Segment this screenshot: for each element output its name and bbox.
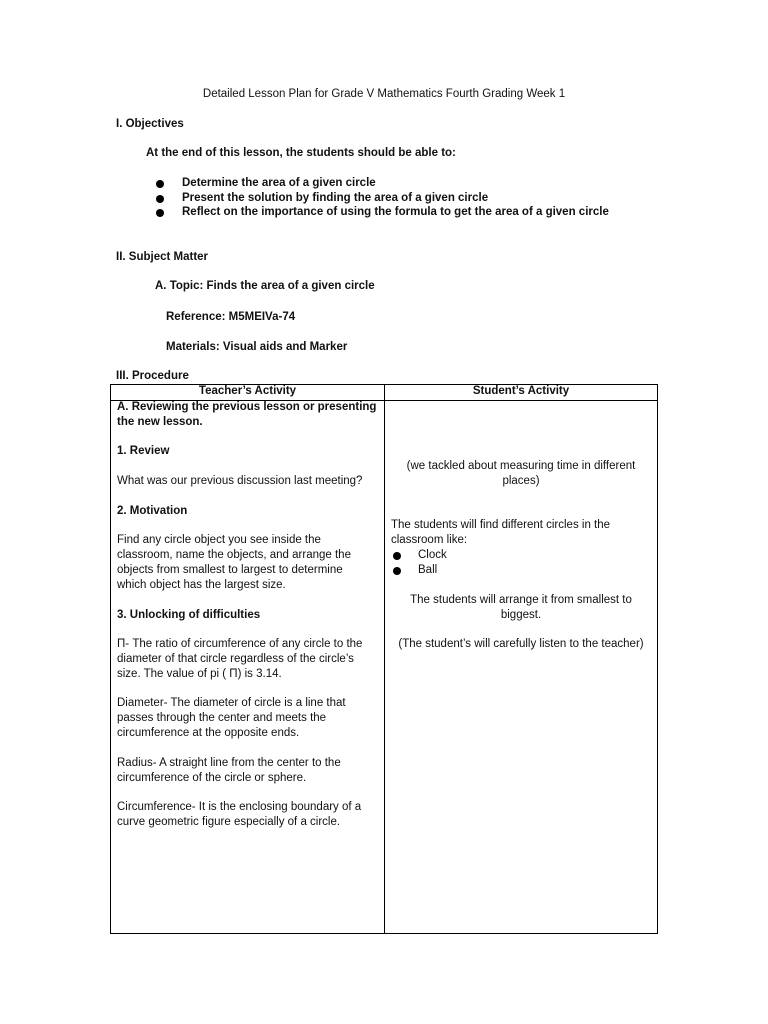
motivation-heading: 2. Motivation bbox=[117, 505, 188, 517]
section-a-heading-cont: the new lesson. bbox=[117, 416, 203, 428]
objectives-heading: I. Objectives bbox=[116, 118, 184, 130]
motivation-text: Find any circle object you see inside the bbox=[117, 534, 321, 546]
objectives-intro: At the end of this lesson, the students should be able to: bbox=[146, 147, 456, 159]
circumference-definition: curve geometric figure especially of a circle. bbox=[117, 816, 341, 828]
bullet-icon bbox=[156, 180, 164, 188]
student-answer: (we tackled about measuring time in different bbox=[406, 460, 636, 472]
review-heading: 1. Review bbox=[117, 445, 170, 457]
materials: Materials: Visual aids and Marker bbox=[166, 341, 348, 353]
student-find-text: The students will find different circles in the bbox=[391, 519, 611, 531]
student-listen-text: (The student’s will carefully listen to the teacher) bbox=[398, 638, 644, 650]
motivation-text: which object has the largest size. bbox=[117, 579, 286, 591]
procedure-table bbox=[110, 384, 658, 934]
topic: A. Topic: Finds the area of a given circle bbox=[155, 280, 375, 292]
pi-definition: diameter of that circle regardless of the circle’s bbox=[117, 653, 354, 665]
teacher-column-header: Teacher’s Activity bbox=[198, 385, 297, 397]
diameter-definition: passes through the center and meets the bbox=[117, 712, 327, 724]
student-answer: places) bbox=[502, 475, 540, 487]
motivation-text: objects from smallest to largest to determine bbox=[117, 564, 343, 576]
subject-matter-heading: II. Subject Matter bbox=[116, 251, 209, 263]
procedure-heading: III. Procedure bbox=[116, 370, 189, 382]
circumference-definition: Circumference- It is the enclosing boundary of a bbox=[117, 801, 362, 813]
circle-object-item: Clock bbox=[418, 549, 447, 561]
objective-item: Reflect on the importance of using the formula to get the area of a given circle bbox=[182, 206, 609, 218]
student-column-header: Student’s Activity bbox=[472, 385, 570, 397]
student-arrange-text: The students will arrange it from smallest to bbox=[410, 594, 632, 606]
bullet-icon bbox=[393, 552, 401, 560]
section-a-heading: A. Reviewing the previous lesson or presenting bbox=[117, 401, 377, 413]
student-find-text: classroom like: bbox=[391, 534, 468, 546]
unlocking-heading: 3. Unlocking of difficulties bbox=[117, 609, 261, 621]
reference: Reference: M5MEIVa-74 bbox=[166, 311, 296, 323]
objective-item: Present the solution by finding the area of a given circle bbox=[182, 192, 489, 204]
diameter-definition: circumference at the opposite ends. bbox=[117, 727, 300, 739]
diameter-definition: Diameter- The diameter of circle is a line that bbox=[117, 697, 346, 709]
pi-definition: Π- The ratio of circumference of any circle to the bbox=[117, 638, 363, 650]
student-arrange-text: biggest. bbox=[500, 609, 542, 621]
objective-item: Determine the area of a given circle bbox=[182, 177, 376, 189]
bullet-icon bbox=[393, 567, 401, 575]
review-question: What was our previous discussion last meeting? bbox=[117, 475, 363, 487]
radius-definition: circumference of the circle or sphere. bbox=[117, 772, 307, 784]
pi-definition: size. The value of pi ( Π) is 3.14. bbox=[117, 668, 282, 680]
circle-object-item: Ball bbox=[418, 564, 438, 576]
motivation-text: classroom, name the objects, and arrange the bbox=[117, 549, 351, 561]
bullet-icon bbox=[156, 209, 164, 217]
document-title: Detailed Lesson Plan for Grade V Mathematics Fourth Grading Week 1 bbox=[202, 88, 566, 100]
radius-definition: Radius- A straight line from the center to the bbox=[117, 757, 341, 769]
bullet-icon bbox=[156, 195, 164, 203]
